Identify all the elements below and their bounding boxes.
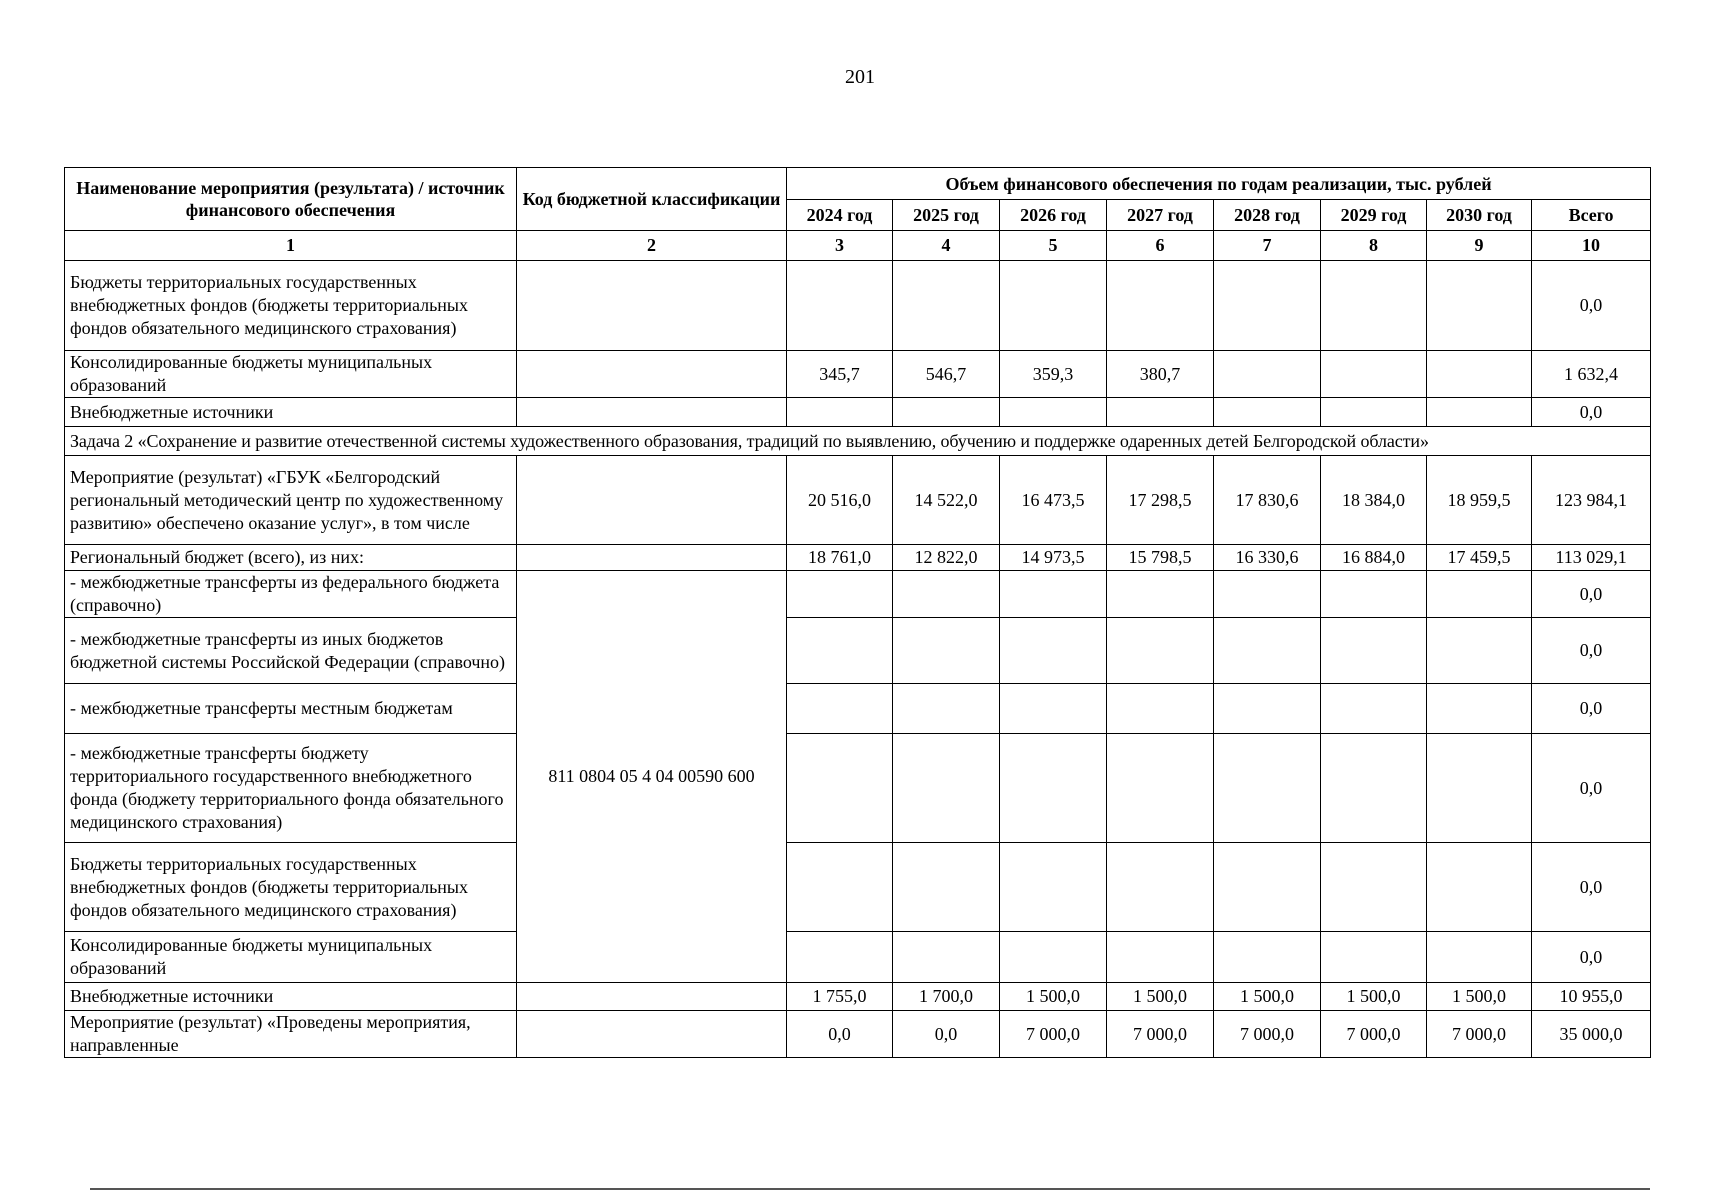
year-value	[787, 398, 893, 427]
total-value: 1 632,4	[1532, 351, 1651, 398]
year-value	[1321, 843, 1427, 932]
year-value: 20 516,0	[787, 456, 893, 545]
year-value: 18 959,5	[1427, 456, 1532, 545]
year-value: 16 884,0	[1321, 545, 1427, 571]
year-header: 2026 год	[1000, 200, 1107, 231]
budget-code-cell	[517, 983, 787, 1011]
year-value	[893, 261, 1000, 351]
total-value: 123 984,1	[1532, 456, 1651, 545]
budget-code-cell	[517, 398, 787, 427]
column-number: 1	[65, 231, 517, 261]
table-row	[65, 1011, 1651, 1058]
row-name: Мероприятие (результат) «Проведены мероприятия, направленные	[65, 1011, 517, 1058]
table-row	[65, 932, 1651, 983]
year-value	[1214, 618, 1321, 684]
year-value	[893, 684, 1000, 734]
year-value: 14 522,0	[893, 456, 1000, 545]
table-row	[65, 545, 1651, 571]
row-name: Региональный бюджет (всего), из них:	[65, 545, 517, 571]
year-value	[893, 843, 1000, 932]
year-header: 2029 год	[1321, 200, 1427, 231]
row-name: - межбюджетные трансферты бюджету территориального государственного внебюджетного фонда (бюджету территориального фонда обязательного медицинского страхования)	[65, 734, 517, 843]
year-value	[787, 932, 893, 983]
row-name: - межбюджетные трансферты местным бюджетам	[65, 684, 517, 734]
year-value: 17 298,5	[1107, 456, 1214, 545]
year-value	[787, 843, 893, 932]
page-number: 201	[845, 66, 875, 88]
year-header: 2030 год	[1427, 200, 1532, 231]
year-value: 18 761,0	[787, 545, 893, 571]
year-value	[1427, 618, 1532, 684]
table-row	[65, 351, 1651, 398]
year-value	[1427, 932, 1532, 983]
table-row	[65, 456, 1651, 545]
table-row	[65, 843, 1651, 932]
table-row	[65, 261, 1651, 351]
row-name: Бюджеты территориальных государственных внебюджетных фондов (бюджеты территориальных фондов обязательного медицинского страхования)	[65, 843, 517, 932]
year-value	[1427, 398, 1532, 427]
year-value: 1 755,0	[787, 983, 893, 1011]
year-value: 1 500,0	[1214, 983, 1321, 1011]
column-numbers-row	[65, 231, 1651, 261]
total-value: 0,0	[1532, 843, 1651, 932]
year-value: 546,7	[893, 351, 1000, 398]
header-volume: Объем финансового обеспечения по годам реализации, тыс. рублей	[787, 168, 1651, 200]
year-value: 380,7	[1107, 351, 1214, 398]
year-value	[1321, 261, 1427, 351]
year-value	[1427, 261, 1532, 351]
budget-code-cell	[517, 456, 787, 545]
column-number: 5	[1000, 231, 1107, 261]
year-value	[893, 398, 1000, 427]
year-value	[1321, 932, 1427, 983]
header-code: Код бюджетной классификации	[517, 168, 787, 231]
year-value: 0,0	[787, 1011, 893, 1058]
year-value: 1 500,0	[1000, 983, 1107, 1011]
total-value: 0,0	[1532, 734, 1651, 843]
year-value	[1107, 618, 1214, 684]
year-value	[1000, 261, 1107, 351]
budget-code-cell	[517, 351, 787, 398]
budget-code-cell	[517, 1011, 787, 1058]
row-name: - межбюджетные трансферты из иных бюджетов бюджетной системы Российской Федерации (справочно)	[65, 618, 517, 684]
table-row	[65, 684, 1651, 734]
year-value	[1321, 351, 1427, 398]
year-value	[1427, 734, 1532, 843]
table-row	[65, 398, 1651, 427]
year-value	[1321, 571, 1427, 618]
year-value: 17 830,6	[1214, 456, 1321, 545]
year-value	[1107, 571, 1214, 618]
year-value	[1000, 843, 1107, 932]
year-value: 359,3	[1000, 351, 1107, 398]
table-row	[65, 571, 1651, 618]
year-value	[1000, 398, 1107, 427]
year-value: 16 330,6	[1214, 545, 1321, 571]
scan-edge-line	[90, 1188, 1650, 1190]
year-value	[1321, 734, 1427, 843]
year-value	[893, 571, 1000, 618]
total-value: 35 000,0	[1532, 1011, 1651, 1058]
total-value: 0,0	[1532, 261, 1651, 351]
table-row	[65, 734, 1651, 843]
total-value: 10 955,0	[1532, 983, 1651, 1011]
year-value	[787, 571, 893, 618]
year-value	[1107, 843, 1214, 932]
year-value	[893, 618, 1000, 684]
column-number: 4	[893, 231, 1000, 261]
total-header: Всего	[1532, 200, 1651, 231]
row-name: Консолидированные бюджеты муниципальных образований	[65, 932, 517, 983]
year-value	[1000, 618, 1107, 684]
year-value: 15 798,5	[1107, 545, 1214, 571]
column-number: 3	[787, 231, 893, 261]
year-value	[1214, 571, 1321, 618]
year-value	[1214, 684, 1321, 734]
year-value	[1000, 734, 1107, 843]
year-value	[787, 261, 893, 351]
year-value: 16 473,5	[1000, 456, 1107, 545]
year-value: 1 500,0	[1107, 983, 1214, 1011]
year-value	[787, 684, 893, 734]
year-value	[1321, 618, 1427, 684]
year-value: 17 459,5	[1427, 545, 1532, 571]
year-value	[1214, 351, 1321, 398]
year-value	[893, 932, 1000, 983]
year-value	[1107, 684, 1214, 734]
year-value: 7 000,0	[1321, 1011, 1427, 1058]
year-value	[1000, 684, 1107, 734]
column-number: 7	[1214, 231, 1321, 261]
total-value: 0,0	[1532, 684, 1651, 734]
year-value	[1214, 734, 1321, 843]
year-value: 1 700,0	[893, 983, 1000, 1011]
year-value	[787, 734, 893, 843]
total-value: 0,0	[1532, 571, 1651, 618]
year-value	[1427, 843, 1532, 932]
table-row	[65, 618, 1651, 684]
year-value	[1107, 398, 1214, 427]
budget-code-cell	[517, 545, 787, 571]
year-value	[1107, 261, 1214, 351]
column-number: 8	[1321, 231, 1427, 261]
year-value	[1214, 843, 1321, 932]
year-header: 2027 год	[1107, 200, 1214, 231]
column-number: 6	[1107, 231, 1214, 261]
header-name: Наименование мероприятия (результата) / источник финансового обеспечения	[65, 168, 517, 231]
year-value	[1214, 398, 1321, 427]
year-value	[1000, 571, 1107, 618]
year-value: 18 384,0	[1321, 456, 1427, 545]
row-name: Мероприятие (результат) «ГБУК «Белгородский региональный методический центр по художественному развитию» обеспечено оказание услуг», в том числе	[65, 456, 517, 545]
year-value	[1107, 932, 1214, 983]
year-value	[1107, 734, 1214, 843]
year-header: 2024 год	[787, 200, 893, 231]
table-row	[65, 983, 1651, 1011]
total-value: 113 029,1	[1532, 545, 1651, 571]
year-value: 14 973,5	[1000, 545, 1107, 571]
year-value: 7 000,0	[1000, 1011, 1107, 1058]
year-value: 7 000,0	[1214, 1011, 1321, 1058]
year-value: 345,7	[787, 351, 893, 398]
year-value	[893, 734, 1000, 843]
column-number: 10	[1532, 231, 1651, 261]
year-value	[1000, 932, 1107, 983]
year-value	[1427, 684, 1532, 734]
row-name: Внебюджетные источники	[65, 398, 517, 427]
year-value: 1 500,0	[1321, 983, 1427, 1011]
year-header: 2025 год	[893, 200, 1000, 231]
year-value	[1427, 571, 1532, 618]
year-value: 0,0	[893, 1011, 1000, 1058]
row-name: Бюджеты территориальных государственных внебюджетных фондов (бюджеты территориальных фондов обязательного медицинского страхования)	[65, 261, 517, 351]
total-value: 0,0	[1532, 618, 1651, 684]
budget-code-cell	[517, 261, 787, 351]
year-value: 12 822,0	[893, 545, 1000, 571]
year-value: 7 000,0	[1107, 1011, 1214, 1058]
total-value: 0,0	[1532, 932, 1651, 983]
year-value: 7 000,0	[1427, 1011, 1532, 1058]
column-number: 9	[1427, 231, 1532, 261]
column-number: 2	[517, 231, 787, 261]
row-name: - межбюджетные трансферты из федерального бюджета (справочно)	[65, 571, 517, 618]
year-value	[1321, 398, 1427, 427]
financing-table	[64, 167, 1651, 1058]
year-value	[1214, 932, 1321, 983]
year-value	[1427, 351, 1532, 398]
year-value	[787, 618, 893, 684]
row-name: Консолидированные бюджеты муниципальных образований	[65, 351, 517, 398]
year-value: 1 500,0	[1427, 983, 1532, 1011]
year-value	[1214, 261, 1321, 351]
year-value	[1321, 684, 1427, 734]
task-title: Задача 2 «Сохранение и развитие отечественной системы художественного образования, традиций по выявлению, обучению и поддержке одаренных детей Белгородской области»	[65, 427, 1651, 456]
year-header: 2028 год	[1214, 200, 1321, 231]
row-name: Внебюджетные источники	[65, 983, 517, 1011]
table-row	[65, 427, 1651, 456]
total-value: 0,0	[1532, 398, 1651, 427]
budget-code: 811 0804 05 4 04 00590 600	[517, 571, 787, 983]
